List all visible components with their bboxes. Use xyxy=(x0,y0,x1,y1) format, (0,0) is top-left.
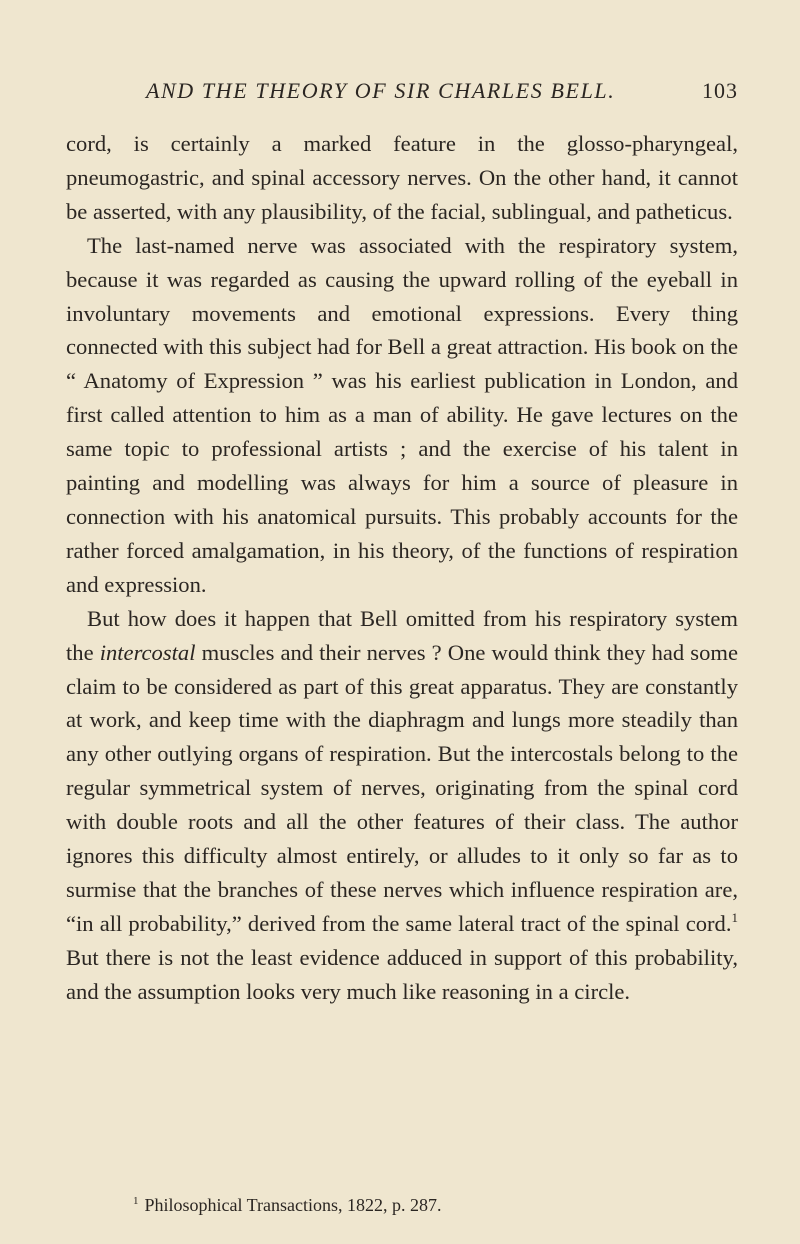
footnote-reference: 1 xyxy=(731,909,738,925)
paragraph-3-text-start: But how does it happen that Bell omitted from his respiratory system the xyxy=(66,605,738,665)
paragraph-3-text-end: But there is not the least evidence adduced in support of this probability, and the assumption looks very much like reasoning in a circle. xyxy=(66,944,738,1004)
running-title: AND THE THEORY OF SIR CHARLES BELL. xyxy=(146,78,616,103)
italic-term-intercostal: intercostal xyxy=(99,639,196,665)
footnote-marker: 1 xyxy=(133,1195,139,1207)
footnote-text: Philosophical Transactions, 1822, p. 287. xyxy=(144,1195,442,1215)
footnote xyxy=(133,1195,442,1216)
paragraph-1: cord, is certainly a marked feature in the glosso-pharyngeal, pneumogastric, and spinal accessory nerves. On the other hand, it cannot be asserted, with any plausibility, of the facial, sublingual, and patheticus. xyxy=(66,131,738,224)
paragraph-2: The last-named nerve was associated with the respiratory system, because it was regarded as causing the upward rolling of the eyeball in involuntary movements and emotional expressions. Every thing connected with this subject had for Bell a great attraction. His book on the “ Anatomy of Expression ” was his earliest publication in London, and first called attention to him as a man of ability. He gave lectures on the same topic to professional artists ; and the exercise of his talent in painting and modelling was always for him a source of pleasure in connection with his anatomical pursuits. This probably accounts for the rather forced amalgamation, in his theory, of the functions of respiration and expression. xyxy=(66,232,738,597)
running-head xyxy=(66,78,738,108)
page-number: 103 xyxy=(702,78,738,103)
paragraph-3-text-middle: muscles and their nerves ? One would think they had some claim to be considered as part of this great apparatus. They are constantly at work, and keep time with the diaphragm and lungs more steadily than any other outlying organs of respiration. But the intercostals belong to the regular symmetrical system of nerves, originating from the spinal cord with double roots and all the other features of their class. The author ignores this difficulty almost entirely, or alludes to it only so far as to surmise that the branches of these nerves which influence respiration are, “in all probability,” derived from the same lateral tract of the spinal cord. xyxy=(66,639,738,936)
paragraph-3 xyxy=(66,602,738,1009)
body-text xyxy=(66,127,738,1009)
